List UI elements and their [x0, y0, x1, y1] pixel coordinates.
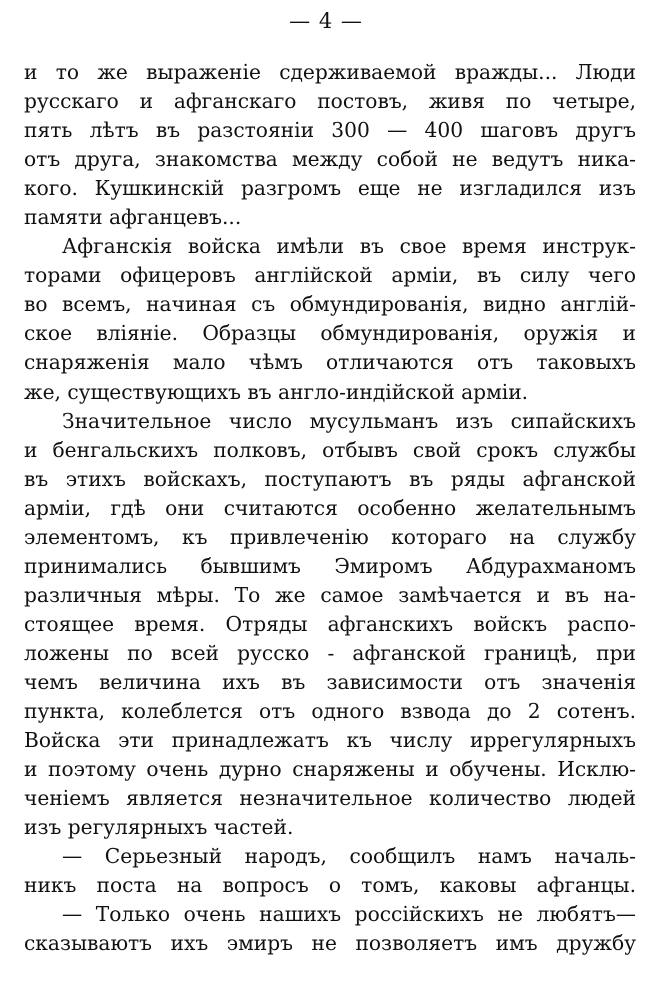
text-line: элементомъ, къ привлеченію котораго на службу — [24, 524, 636, 549]
text-line: различныя мѣры. То же самое замѣчается и въ на- — [24, 582, 636, 607]
text-line: въ этихъ войскахъ, поступаютъ въ ряды афганской — [24, 466, 636, 491]
text-line: отъ друга, знакомства между собой не ведутъ ника- — [24, 147, 636, 172]
text-line: принимались бывшимъ Эмиромъ Абдурахманомъ — [24, 553, 636, 578]
text-line: и бенгальскихъ полковъ, отбывъ свой срокъ службы — [24, 437, 636, 462]
text-line: Афганскія войска имѣли въ свое время инструк- — [62, 234, 636, 259]
text-line: торами офицеровъ англійской арміи, въ силу чего — [24, 263, 636, 288]
text-line: снаряженія мало чѣмъ отличаются отъ таковыхъ — [24, 350, 636, 375]
body-text — [24, 58, 636, 958]
text-line: — Серьезный народъ, сообщилъ намъ началь- — [62, 844, 636, 869]
text-line: Значительное число мусульманъ изъ сипайскихъ — [62, 408, 636, 433]
text-line: памяти афганцевъ... — [24, 205, 242, 230]
text-line: изъ регулярныхъ частей. — [24, 815, 294, 840]
text-line: пять лѣтъ въ разстояніи 300 — 400 шаговъ другъ — [24, 118, 636, 143]
text-line: Войска эти принадлежатъ къ числу иррегулярныхъ — [24, 728, 636, 753]
text-line: арміи, гдѣ они считаются особенно желательнымъ — [24, 495, 636, 520]
text-line: кого. Кушкинскій разгромъ еще не изгладился изъ — [24, 176, 636, 201]
text-line: ченіемъ является незначительное количество людей — [24, 786, 636, 811]
text-line: же, существующихъ въ англо-индійской арміи. — [24, 379, 529, 404]
text-line: и поэтому очень дурно снаряжены и обучены. Исклю- — [24, 757, 636, 782]
text-line: сказываютъ ихъ эмиръ не позволяетъ имъ дружбу — [24, 931, 636, 956]
page-number: — 4 — — [289, 9, 363, 33]
text-line: никъ поста на вопросъ о томъ, каковы афганцы. — [24, 873, 636, 898]
text-line: русскаго и афганскаго постовъ, живя по четыре, — [24, 89, 636, 114]
text-line: — Только очень нашихъ россійскихъ не любятъ— — [62, 902, 636, 927]
text-line: пункта, колеблется отъ одного взвода до 2 сотенъ. — [24, 699, 636, 724]
text-line: ложены по всей русско - афганской границѣ, при — [24, 640, 636, 665]
text-line: во всемъ, начиная съ обмундированія, видно англій- — [24, 292, 636, 317]
text-line: стоящее время. Отряды афганскихъ войскъ распо- — [24, 611, 636, 636]
text-line: и то же выраженіе сдерживаемой вражды... Люди — [24, 60, 636, 84]
text-line: ское вліяніе. Образцы обмундированія, оружія и — [24, 321, 636, 346]
text-line: чемъ величина ихъ въ зависимости отъ значенія — [24, 669, 636, 694]
